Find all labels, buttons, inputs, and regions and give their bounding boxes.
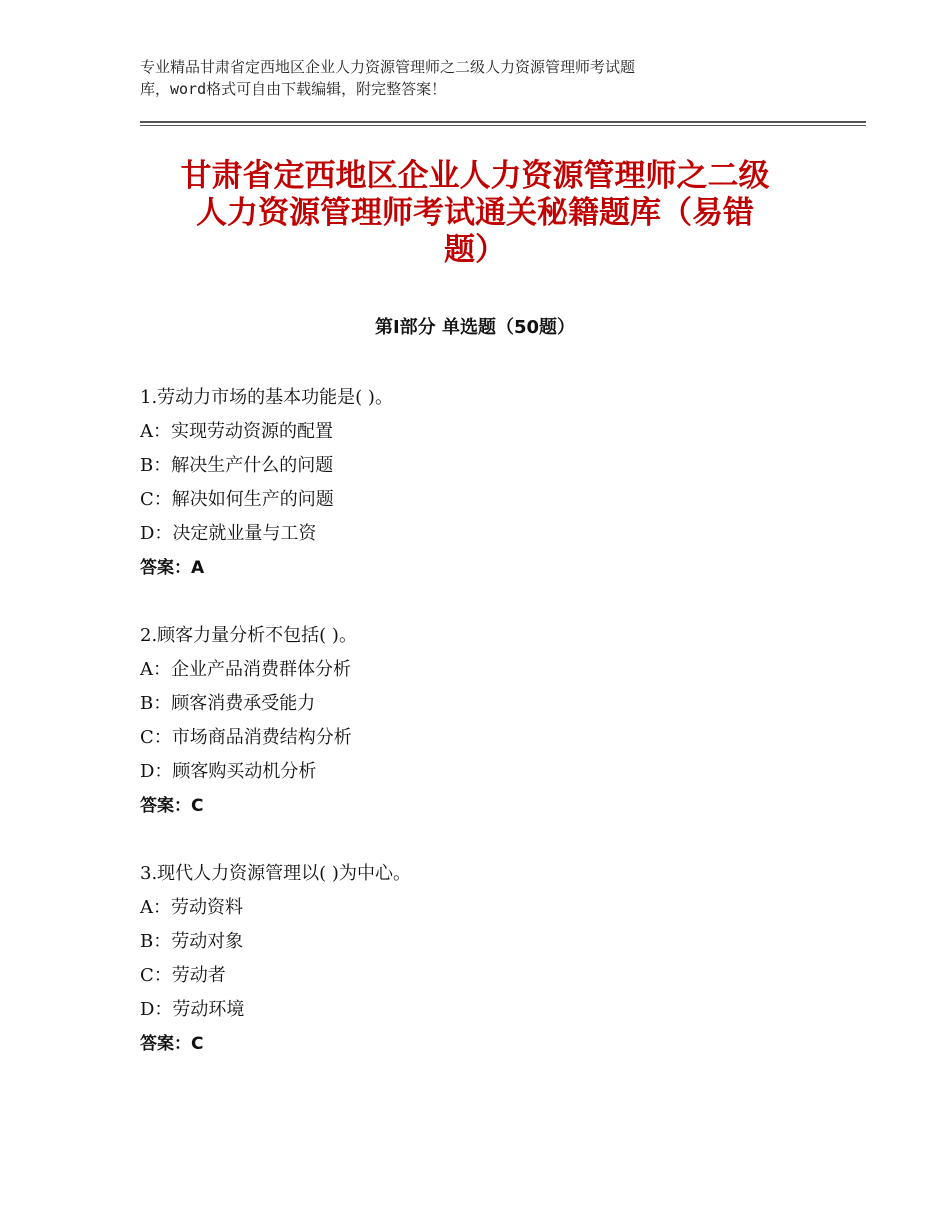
option-d: D：劳动环境 xyxy=(140,999,245,1020)
option-b: B：解决生产什么的问题 xyxy=(140,455,334,476)
option-a: A：实现劳动资源的配置 xyxy=(140,421,333,442)
option-c: C：市场商品消费结构分析 xyxy=(140,727,352,748)
header-divider-thin xyxy=(140,125,866,126)
option-a: A：企业产品消费群体分析 xyxy=(140,659,351,680)
header-note xyxy=(140,56,840,100)
option-a: A：劳动资料 xyxy=(140,897,243,918)
question-item xyxy=(140,381,860,585)
document-title-line: 甘肃省定西地区企业人力资源管理师之二级 xyxy=(180,158,770,194)
document-title-line: 题） xyxy=(444,232,506,268)
option-d: D：顾客购买动机分析 xyxy=(140,761,317,782)
answer-line: 答案：C xyxy=(140,796,204,816)
question-list xyxy=(140,381,860,1095)
document-title-line: 人力资源管理师考试通关秘籍题库（易错 xyxy=(196,195,754,231)
question-item xyxy=(140,619,860,823)
answer-line: 答案：A xyxy=(140,558,205,578)
document-title xyxy=(100,158,850,269)
header-note-line: 库，word格式可自由下载编辑，附完整答案！ xyxy=(140,80,447,98)
question-stem: 2.顾客力量分析不包括( )。 xyxy=(140,625,357,646)
header-note-line: 专业精品甘肃省定西地区企业人力资源管理师之二级人力资源管理师考试题 xyxy=(140,58,636,76)
option-b: B：劳动对象 xyxy=(140,931,244,952)
header-divider xyxy=(140,121,866,123)
option-c: C：劳动者 xyxy=(140,965,226,986)
option-d: D：决定就业量与工资 xyxy=(140,523,317,544)
question-stem: 1.劳动力市场的基本功能是( )。 xyxy=(140,387,393,408)
question-item xyxy=(140,857,860,1061)
option-b: B：顾客消费承受能力 xyxy=(140,693,316,714)
section-heading: 第Ⅰ部分 单选题（50题） xyxy=(374,317,575,338)
option-c: C：解决如何生产的问题 xyxy=(140,489,334,510)
question-stem: 3.现代人力资源管理以( )为中心。 xyxy=(140,863,411,884)
answer-line: 答案：C xyxy=(140,1034,204,1054)
